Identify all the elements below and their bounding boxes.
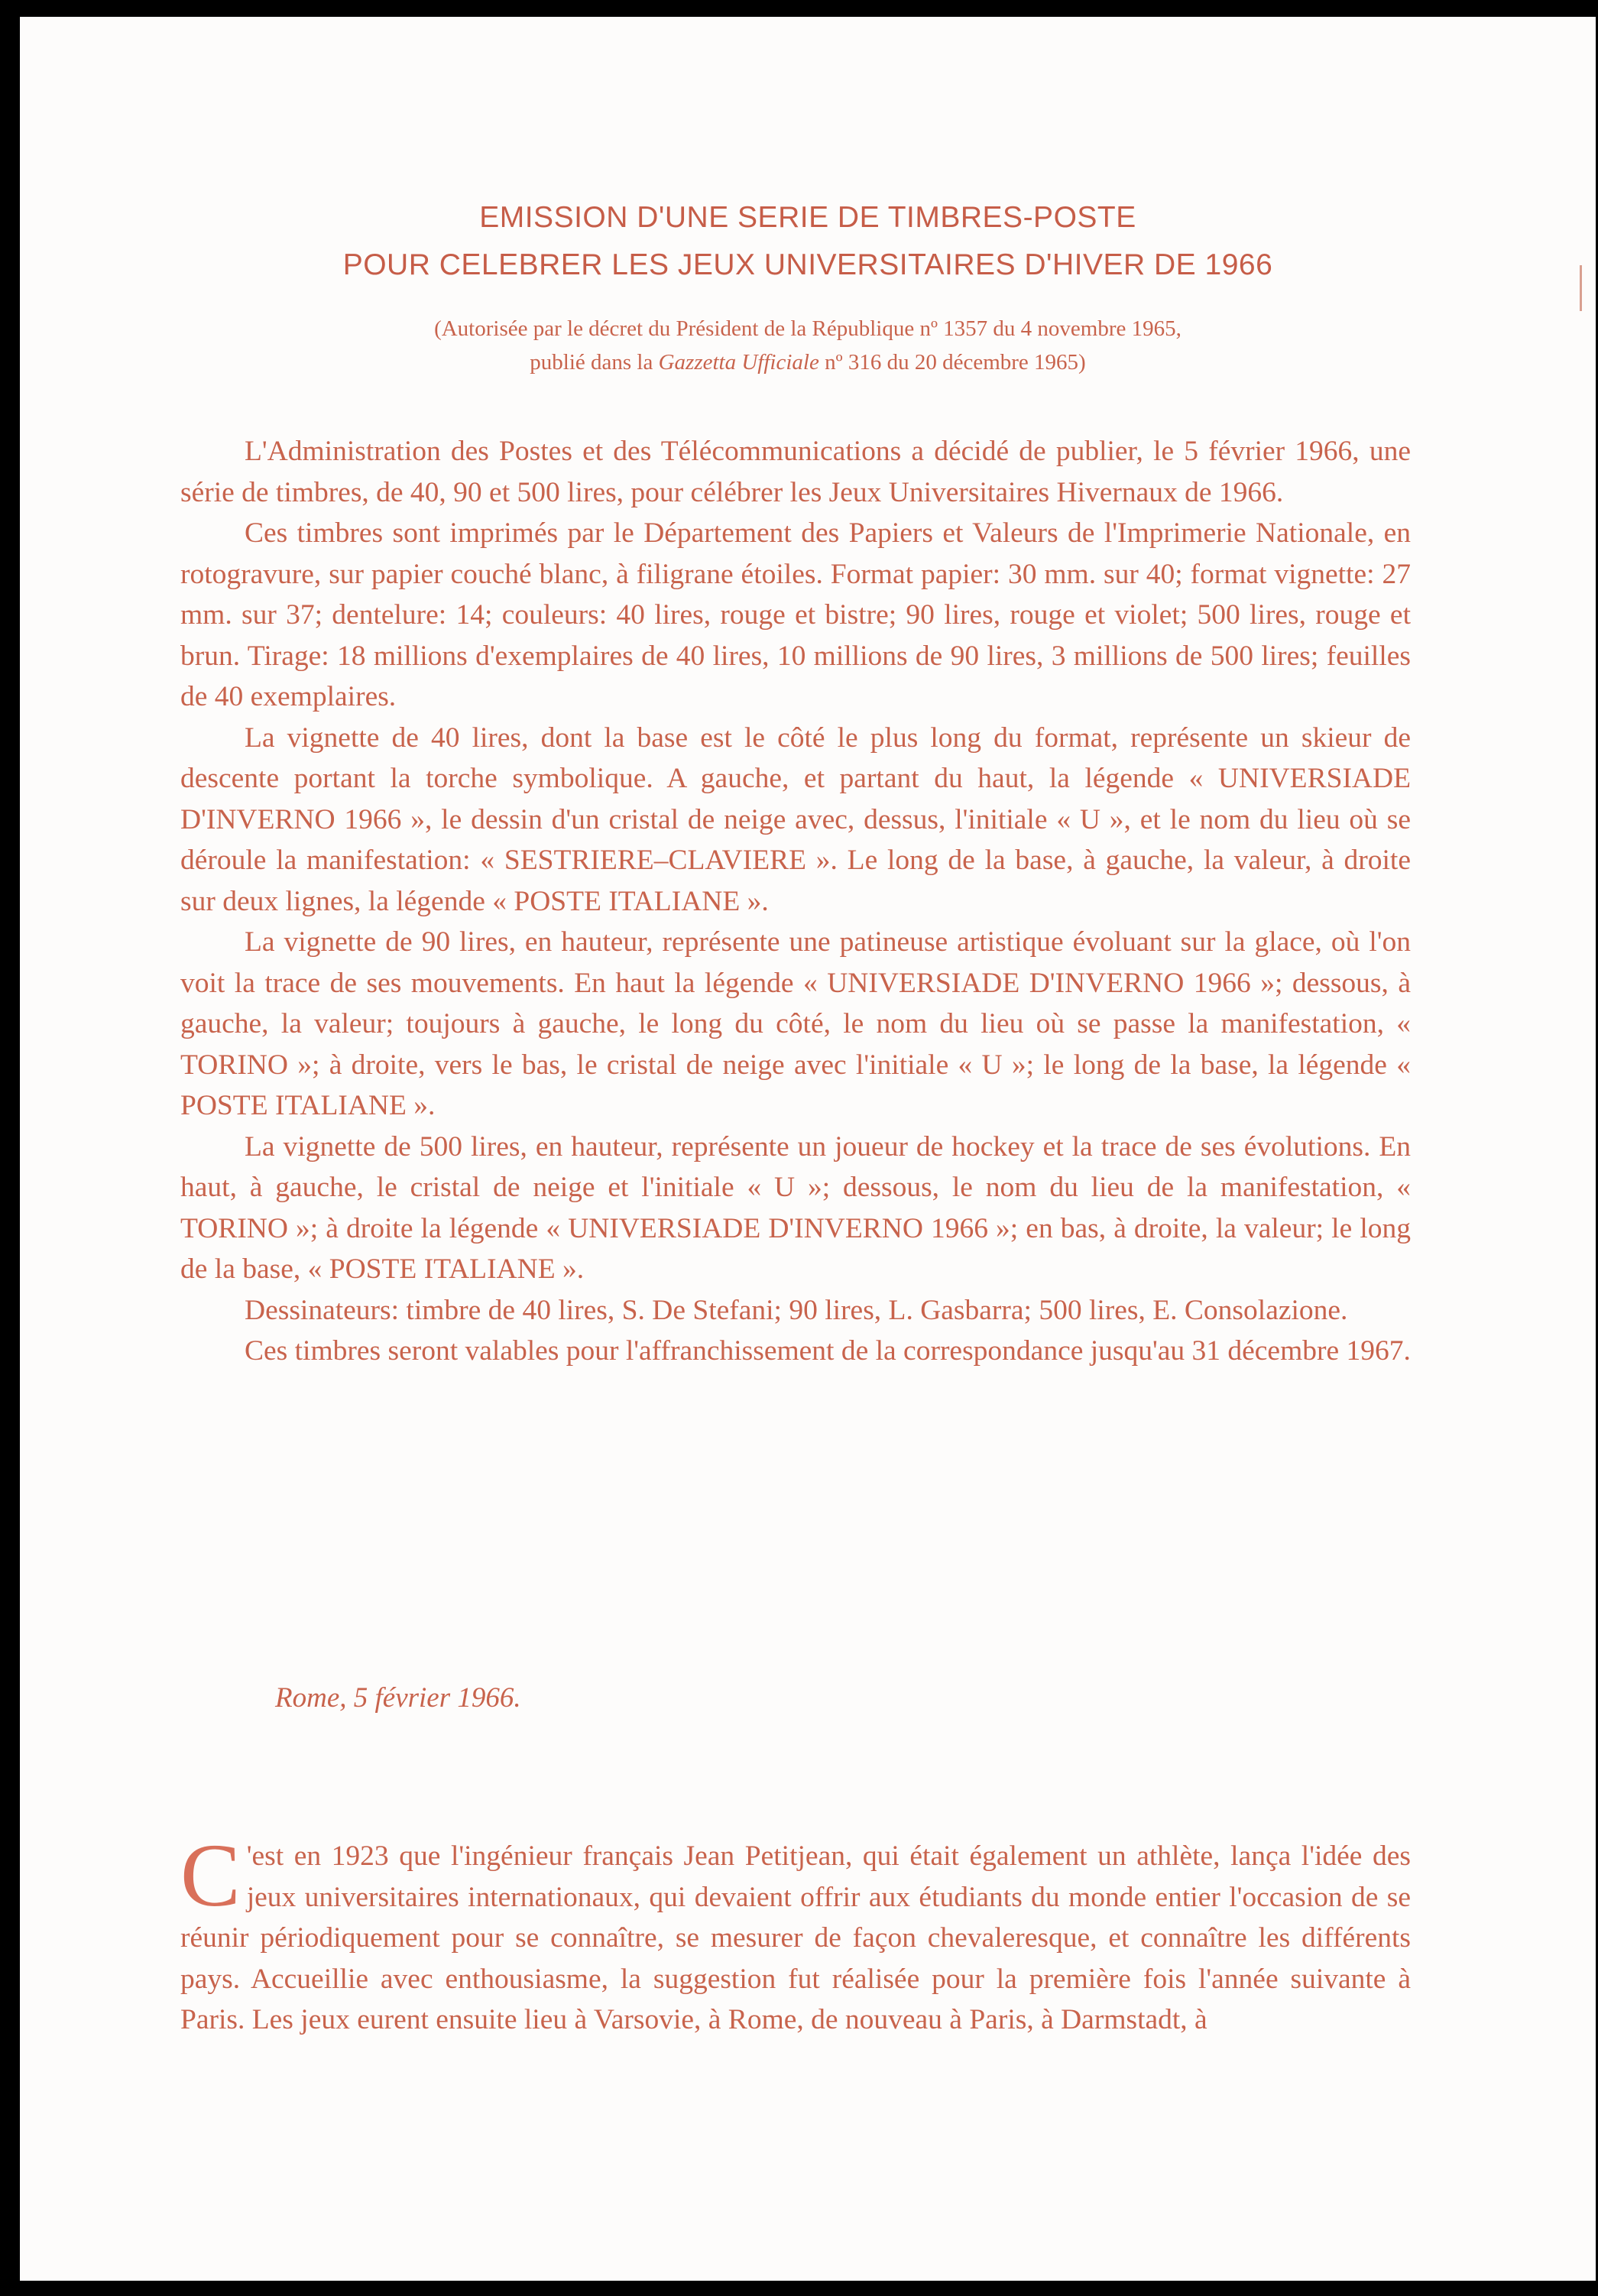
authorization-line-2-start: publié dans la (530, 350, 659, 375)
body-paragraph: L'Administration des Postes et des Télécommunications a décidé de publier, le 5 février 1966, une série de timbres, de 40, 90 et 500 lires, pour célébrer les Jeux Universitaires Hivernaux de 1966. (180, 436, 1411, 508)
document-page (20, 17, 1596, 2281)
place-date-signature: Rome, 5 février 1966. (275, 1682, 521, 1714)
body-paragraph: Ces timbres sont imprimés par le Département des Papiers et Valeurs de l'Imprimerie Nationale, en rotogravure, sur papier couché blanc, à filigrane étoiles. Format papier: 30 mm. sur 40; format vignette: 27 mm. sur 37; dentelure: 14; couleurs: 40 lires, rouge et bistre; 90 lires, rouge et violet; 500 lires, rouge et brun. Tirage: 18 millions d'exemplaires de 40 lires, 10 millions de 90 lires, 3 millions de 500 lires; feuilles de 40 exemplaires. (180, 517, 1411, 712)
authorization-line-1: (Autorisée par le décret du Président de la République nº 1357 du 4 novembre 1965, (434, 316, 1181, 341)
authorization-line-2-end: nº 316 du 20 décembre 1965) (818, 350, 1086, 375)
authorization-line-2 (20, 345, 1596, 379)
essay-paragraph (180, 1825, 1411, 2041)
body-paragraph: Dessinateurs: timbre de 40 lires, S. De Stefani; 90 lires, L. Gasbarra; 500 lires, E. Consolazione. (245, 1294, 1348, 1326)
history-essay (180, 1825, 1411, 2041)
drop-cap: C (180, 1825, 241, 1925)
body-paragraph: La vignette de 500 lires, en hauteur, représente un joueur de hockey et la trace de ses évolutions. En haut, à gauche, le cristal de neige et l'initiale « U »; dessous, le nom du lieu de la manifestation, « TORINO »; à droite la légende « UNIVERSIADE D'INVERNO 1966 »; en bas, à droite, la valeur; le long de la base, « POSTE ITALIANE ». (180, 1130, 1411, 1285)
essay-text: 'est en 1923 que l'ingénieur français Jean Petitjean, qui était également un athlète, lança l'idée des jeux universitaires internationaux, qui devaient offrir aux étudiants du monde entier l'occasion de se réunir périodiquement pour se connaître, se mesurer de façon chevaleresque, et connaître les différents pays. Accueillie avec enthousiasme, la suggestion fut réalisée pour la première fois l'année suivante à Paris. Les jeux eurent ensuite lieu à Varsovie, à Rome, de nouveau à Paris, à Darmstadt, à (180, 1840, 1411, 2035)
gazette-name: Gazzetta Ufficiale (658, 350, 819, 375)
document-title (20, 194, 1596, 289)
body-paragraph: La vignette de 90 lires, en hauteur, représente une patineuse artistique évoluant sur la glace, où l'on voit la trace de ses mouvements. En haut la légende « UNIVERSIADE D'INVERNO 1966 »; dessous, à gauche, la valeur; toujours à gauche, le long du côté, le nom du lieu où se passe la manifestation, « TORINO »; à droite, vers le bas, le cristal de neige avec l'initiale « U »; le long de la base, la légende « POSTE ITALIANE ». (180, 926, 1411, 1121)
announcement-body (180, 431, 1411, 1372)
body-paragraph: Ces timbres seront valables pour l'affranchissement de la correspondance jusqu'au 31 décembre 1967. (245, 1335, 1411, 1367)
title-line-1: EMISSION D'UNE SERIE DE TIMBRES-POSTE (479, 201, 1136, 234)
title-line-2: POUR CELEBRER LES JEUX UNIVERSITAIRES D'HIVER DE 1966 (342, 248, 1273, 281)
edge-mark (1580, 265, 1582, 311)
body-paragraph: La vignette de 40 lires, dont la base est le côté le plus long du format, représente un skieur de descente portant la torche symbolique. A gauche, et partant du haut, la légende « UNIVERSIADE D'INVERNO 1966 », le dessin d'un cristal de neige avec, dessus, l'initiale « U », et le nom du lieu où se déroule la manifestation: « SESTRIERE–CLAVIERE ». Le long de la base, à gauche, la valeur, à droite sur deux lignes, la légende « POSTE ITALIANE ». (180, 722, 1411, 917)
authorization-note (20, 312, 1596, 379)
